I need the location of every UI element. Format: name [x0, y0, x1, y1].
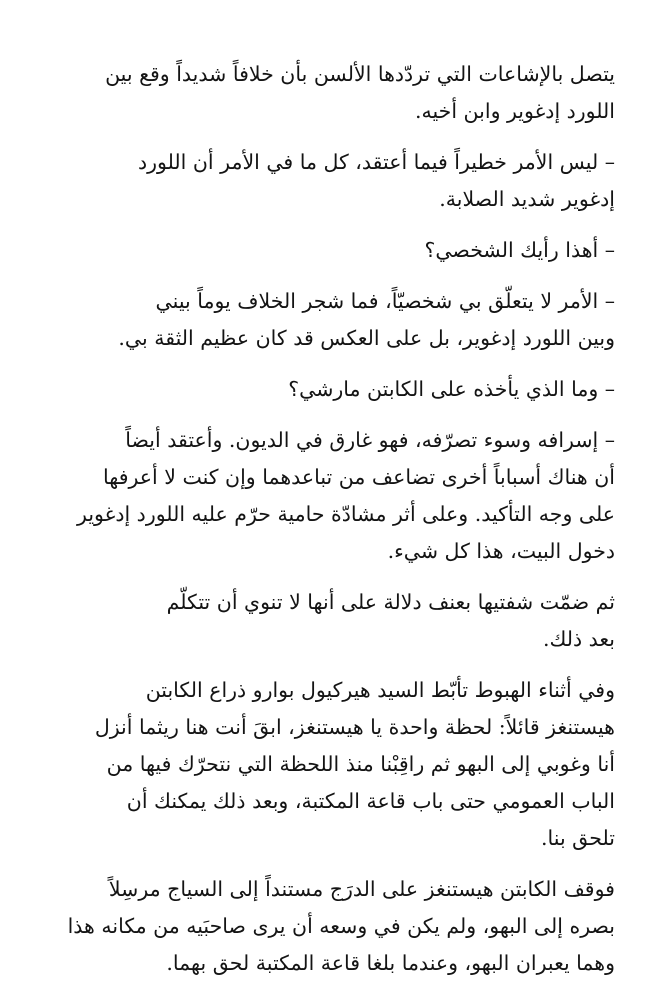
paragraph-dialogue-not-serious: – ليس الأمر خطيراً فيما أعتقد، كل ما في الأمر أن اللورد إدغوير شديد الصلابة.: [138, 150, 615, 211]
paragraph-dialogue-captain-marsh: – وما الذي يأخذه على الكابتن مارشي؟: [288, 377, 615, 401]
paragraph-narration-rumors: يتصل بالإشاعات التي تردّدها الألسن بأن خلافاً شديداً وقع بين اللورد إدغوير وابن أخيه.: [105, 62, 615, 123]
paragraph-narration-lips-pressed: ثم ضمّت شفتيها بعنف دلالة على أنها لا تنوي أن تتكلّم بعد ذلك.: [166, 590, 615, 651]
paragraph-dialogue-extravagance: – إسرافه وسوء تصرّفه، فهو غارق في الديون. وأعتقد أيضاً أن هناك أسباباً أخرى تضاعف من تباعدهما وإن كنت لا أعرفها على وجه التأكيد. وعلى أثر مشادّة حامية حرّم عليه اللورد إدغوير دخول البيت، هذا كل شيء.: [77, 428, 615, 563]
paragraph-narration-stairs: فوقف الكابتن هيستنغز على الدرَج مستنداً إلى السياج مرسِلاً بصره إلى البهو، ولم يكن في وسعه أن يرى صاحبَيه من مكانه هذا وهما يعبران البهو، وعندما بلغا قاعة المكتبة لحق بهما.: [67, 877, 615, 975]
paragraph-narration-descent: وفي أثناء الهبوط تأبّط السيد هيركيول بوارو ذراع الكابتن هيستنغز قائلاً: لحظة واحدة يا هيستنغز، ابقَ أنت هنا ريثما أنزل أنا وغوبي إلى البهو ثم راقِبْنا منذ اللحظة التي نتحرّك فيها من الباب العمومي حتى باب قاعة المكتبة، وبعد ذلك يمكنك أن تلحق بنا.: [94, 678, 615, 850]
paragraph-dialogue-no-dispute: – الأمر لا يتعلّق بي شخصيّاً، فما شجر الخلاف يوماً بيني وبين اللورد إدغوير، بل على العكس قد كان عظيم الثقة بي.: [118, 289, 615, 350]
book-page: [36, 56, 615, 996]
paragraph-dialogue-personal-opinion: – أهذا رأيك الشخصي؟: [424, 238, 615, 262]
